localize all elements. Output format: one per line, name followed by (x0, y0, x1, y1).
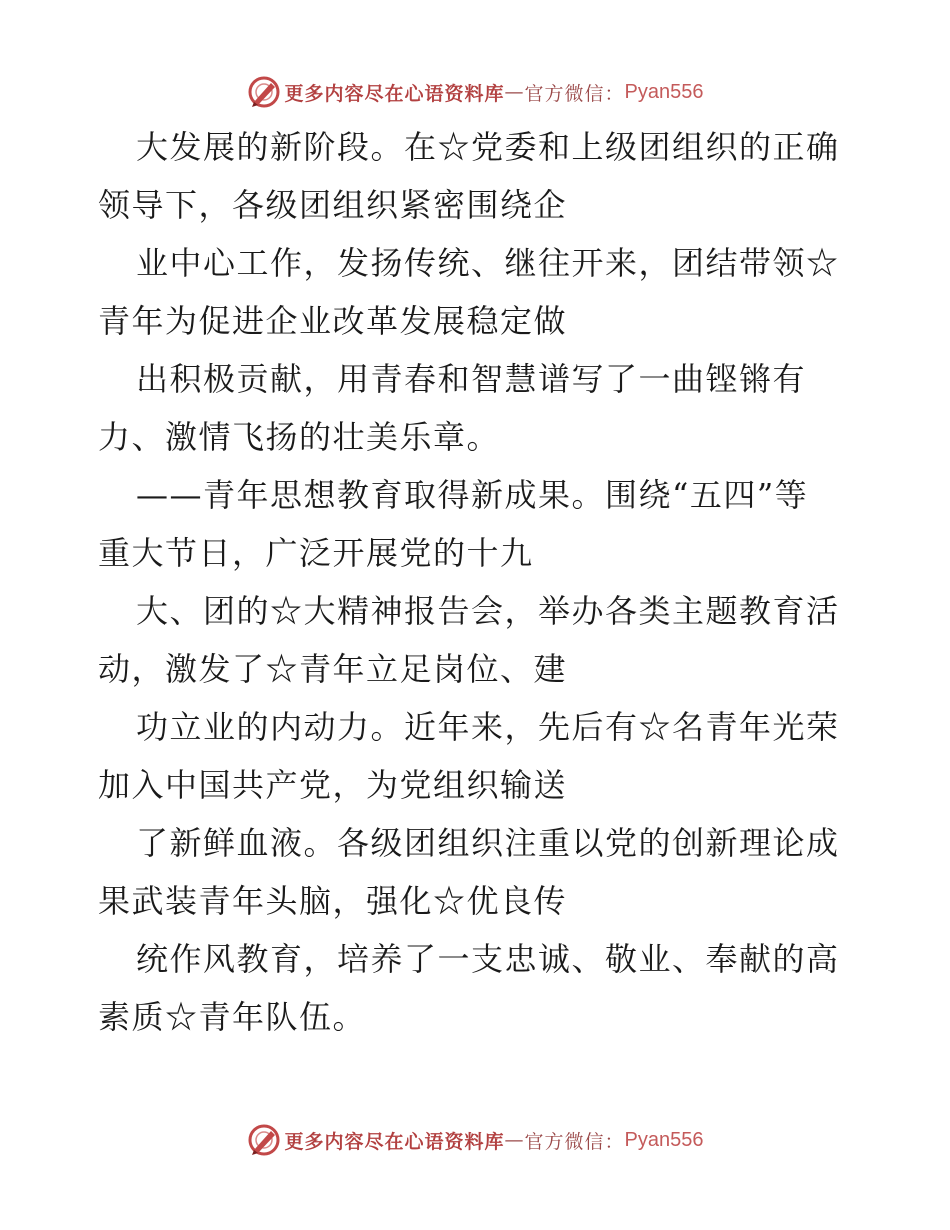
line: 出积极贡献，用青春和智慧谱写了一曲铿锵有 (136, 360, 807, 398)
line: 统作风教育，培养了一支忠诚、敬业、奉献的高 (136, 940, 840, 978)
banner-dash: — (504, 81, 525, 103)
pen-logo-icon (247, 75, 281, 109)
line: 领导下，各级团组织紧密围绕企 (98, 186, 568, 224)
banner-wechat-id: Pyan556 (624, 80, 704, 103)
paragraph-3 (98, 350, 858, 466)
banner-title: 更多内容尽在心语资料库 (284, 82, 505, 105)
line: 素质☆青年队伍。 (98, 998, 367, 1036)
line: 业中心工作，发扬传统、继往开来，团结带领☆ (136, 244, 840, 282)
paragraph-6 (98, 698, 858, 814)
banner-dash: — (504, 1129, 525, 1151)
line: 加入中国共产党，为党组织输送 (98, 766, 568, 804)
line: 大、团的☆大精神报告会，举办各类主题教育活 (136, 592, 840, 630)
paragraph-4 (98, 466, 858, 582)
paragraph-5 (98, 582, 858, 698)
banner-wechat-label: 官方微信： (524, 1130, 625, 1153)
line: 了新鲜血液。各级团组织注重以党的创新理论成 (136, 824, 840, 862)
banner-wechat-id: Pyan556 (624, 1128, 704, 1151)
line: 功立业的内动力。近年来，先后有☆名青年光荣 (136, 708, 840, 746)
line: 大发展的新阶段。在☆党委和上级团组织的正确 (136, 128, 840, 166)
paragraph-8 (98, 930, 858, 1046)
paragraph-1 (98, 118, 858, 234)
line: 果武装青年头脑，强化☆优良传 (98, 882, 568, 920)
line: ——青年思想教育取得新成果。围绕“五四”等 (136, 476, 809, 514)
banner-title: 更多内容尽在心语资料库 (284, 1130, 505, 1153)
line: 力、激情飞扬的壮美乐章。 (98, 418, 501, 456)
pen-logo-icon (247, 1123, 281, 1157)
line: 重大节日，广泛开展党的十九 (98, 534, 534, 572)
footer-banner (0, 1120, 950, 1160)
banner-wechat-label: 官方微信： (524, 82, 625, 105)
header-banner (0, 72, 950, 112)
paragraph-7 (98, 814, 858, 930)
document-body (98, 118, 858, 1046)
line: 青年为促进企业改革发展稳定做 (98, 302, 568, 340)
paragraph-2 (98, 234, 858, 350)
line: 动，激发了☆青年立足岗位、建 (98, 650, 568, 688)
